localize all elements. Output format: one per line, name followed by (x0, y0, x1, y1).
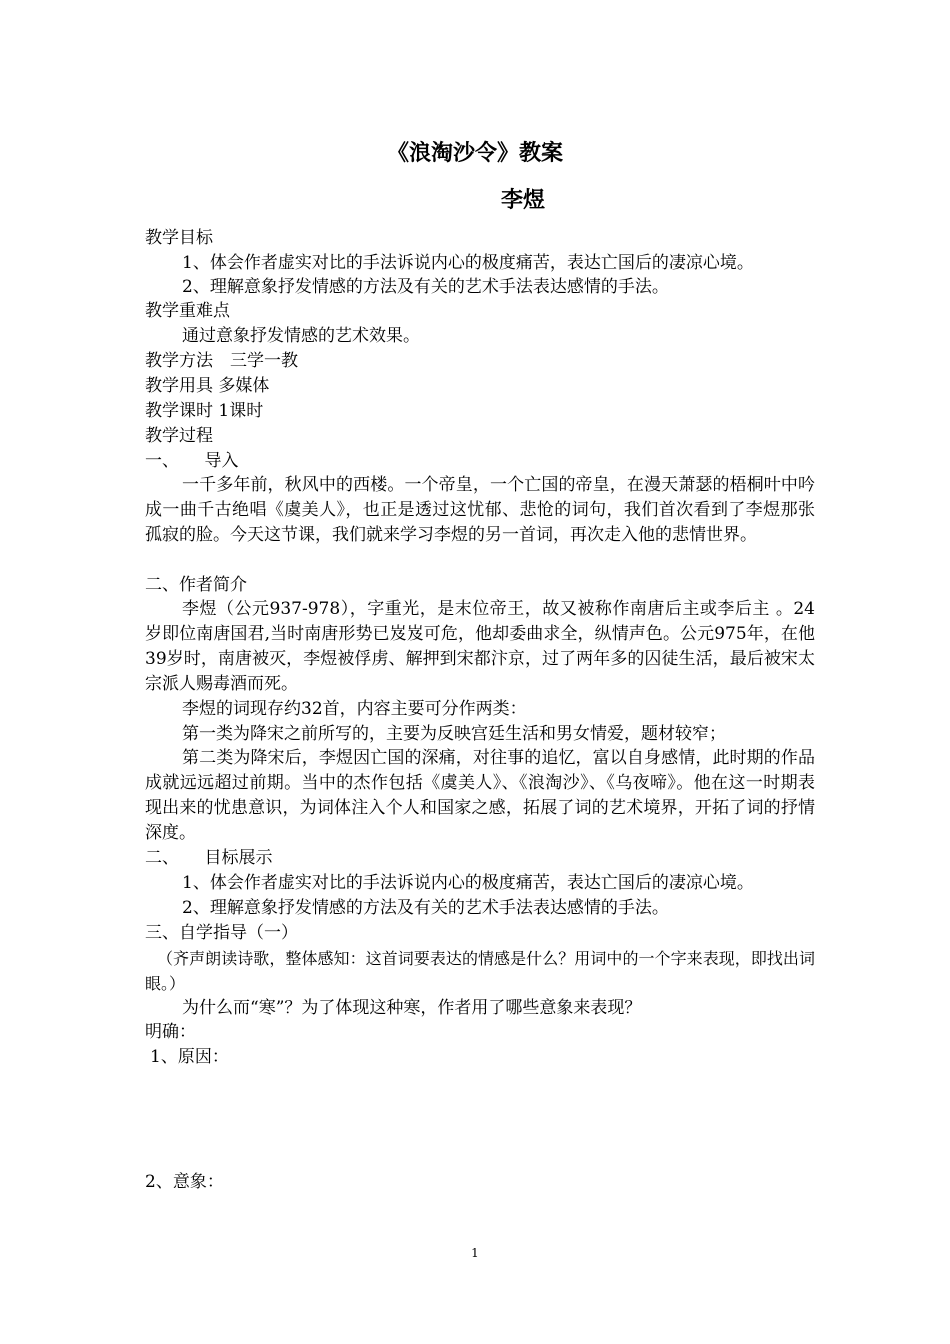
works-type-2-paragraph: 第二类为降宋后，李煜因亡国的深痛，对往事的追忆，富以自身感情，此时期的作品成就远远超过前期。当中的杰作包括《虞美人》、《浪淘沙》、《乌夜啼》。他在这一时期表现出来的忧患意识，为词体注入个人和国家之感，拓展了词的艺术境界，开拓了词的抒情深度。 (145, 748, 815, 843)
display-goal-item-1: 1、体会作者虚实对比的手法诉说内心的极度痛苦，表达亡国后的凄凉心境。 (182, 873, 754, 893)
author-name: 李煜 (500, 188, 545, 213)
works-summary: 李煜的词现存约32首，内容主要可分作两类： (182, 699, 527, 719)
section-heading-goals: 教学目标 (145, 228, 213, 248)
author-bio-paragraph: 李煜（公元937-978），字重光，是末位帝王，故又被称作南唐后主或李后主 。24岁即位南唐国君,当时南唐形势已岌岌可危，他却委曲求全，纵情声色。公元975年，在他39岁时，南唐被灭，李煜被俘虏、解押到宋都汴京，过了两年多的囚徒生活，最后被宋太宗派人赐毒酒而死。 (145, 599, 815, 694)
part-heading-self-study: 三、自学指导（一） (145, 923, 298, 943)
part-heading-author: 二、作者简介 (145, 575, 247, 595)
section-heading-key-points: 教学重难点 (145, 301, 230, 321)
part-heading-goal-display: 二、 目标展示 (145, 848, 273, 868)
teaching-method: 教学方法 三学一教 (145, 351, 298, 371)
study-question: 为什么而“寒”？为了体现这种寒，作者用了哪些意象来表现？ (182, 998, 642, 1018)
goal-item-1: 1、体会作者虚实对比的手法诉说内心的极度痛苦，表达亡国后的凄凉心境。 (182, 253, 754, 273)
works-type-1: 第一类为降宋之前所写的，主要为反映宫廷生活和男女情爱，题材较窄； (182, 724, 726, 744)
teaching-hours: 教学课时 1课时 (145, 401, 264, 421)
display-goal-item-2: 2、理解意象抒发情感的方法及有关的艺术手法表达感情的手法。 (182, 898, 669, 918)
clarify-label: 明确： (145, 1022, 196, 1042)
teaching-tools: 教学用具 多媒体 (145, 376, 270, 396)
intro-paragraph: 一千多年前，秋风中的西楼。一个帝皇，一个亡国的帝皇，在漫天萧瑟的梧桐叶中吟成一曲千古绝唱《虞美人》，也正是透过这忧郁、悲怆的词句，我们首次看到了李煜那张孤寂的脸。今天这节课，我们就来学习李煜的另一首词，再次走入他的悲情世界。 (145, 475, 815, 545)
key-point-text: 通过意象抒发情感的艺术效果。 (182, 326, 420, 346)
page-number: 1 (471, 1246, 479, 1260)
answer-imagery-label: 2、意象： (145, 1172, 224, 1192)
part-heading-intro: 一、 导入 (145, 451, 239, 471)
reading-instruction: （齐声朗读诗歌，整体感知：这首词要表达的情感是什么？用词中的一个字来表现，即找出词眼。） (145, 949, 815, 993)
goal-item-2: 2、理解意象抒发情感的方法及有关的艺术手法表达感情的手法。 (182, 277, 669, 297)
answer-reason-label: 1、原因： (150, 1047, 229, 1067)
section-heading-process: 教学过程 (145, 426, 213, 446)
page-title: 《浪淘沙令》教案 (386, 141, 563, 166)
